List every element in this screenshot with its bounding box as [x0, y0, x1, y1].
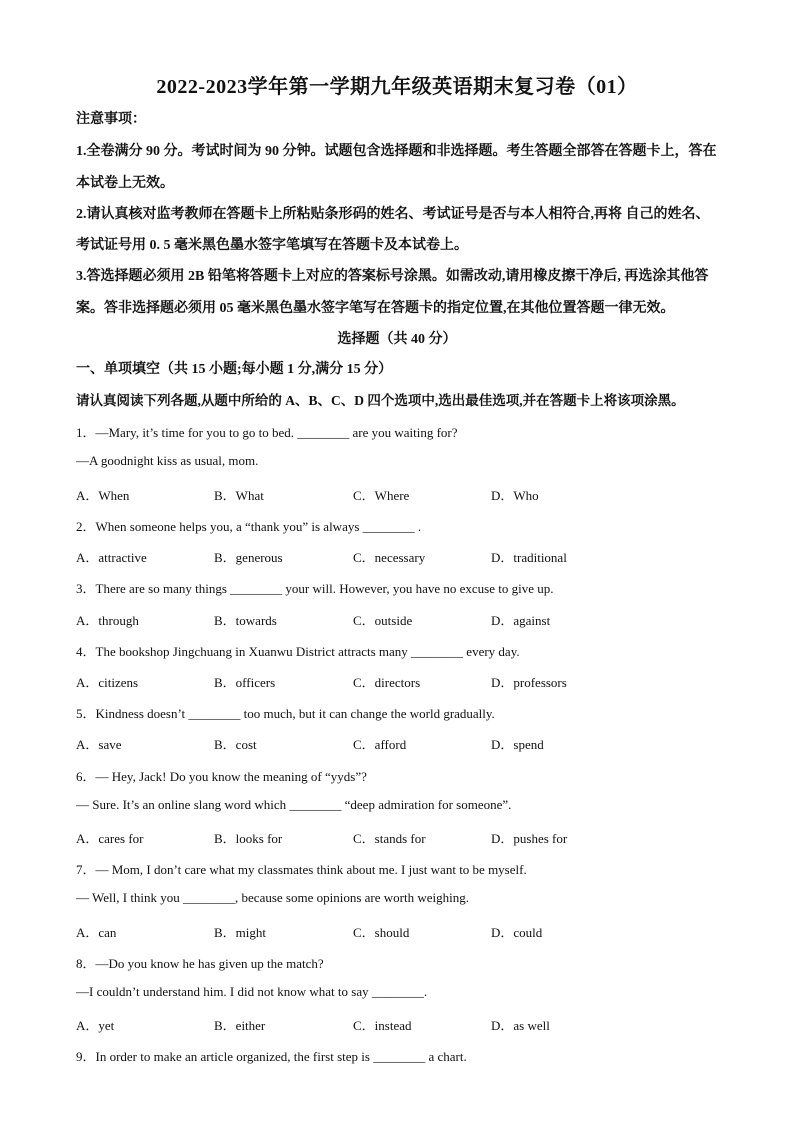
note-line: 考试证号用 0. 5 毫米黑色墨水签字笔填写在答题卡及本试卷上。 — [76, 238, 468, 253]
question-text: 7．— Mom, I don’t care what my classmates think about me. I just want to be myself. — [76, 862, 527, 877]
option-d: D．against — [491, 613, 551, 628]
section-title: 选择题（共 40 分） — [337, 332, 457, 347]
option-b: B．generous — [214, 550, 283, 565]
option-d: D．professors — [491, 675, 567, 690]
question-text: 4．The bookshop Jingchuang in Xuanwu District attracts many ________ every day. — [76, 644, 520, 659]
question-text: 3．There are so many things ________ your will. However, you have no excuse to give up. — [76, 581, 554, 596]
note-line: 3.答选择题必须用 2B 铅笔将答题卡上对应的答案标号涂黑。如需改动,请用橡皮擦干净后, 再选涂其他答 — [76, 269, 709, 284]
option-a: A．through — [76, 613, 139, 628]
option-a: A．attractive — [76, 550, 147, 565]
option-d: D．as well — [491, 1018, 550, 1033]
option-a: A．cares for — [76, 831, 144, 846]
option-d: D．Who — [491, 488, 539, 503]
option-d: D．pushes for — [491, 831, 568, 846]
note-line: 本试卷上无效。 — [76, 176, 174, 191]
option-b: B．What — [214, 488, 264, 503]
option-a: A．yet — [76, 1018, 115, 1033]
option-a: A．can — [76, 925, 117, 940]
option-b: B．looks for — [214, 831, 283, 846]
option-c: C．necessary — [353, 550, 426, 565]
option-b: B．officers — [214, 675, 276, 690]
option-c: C．afford — [353, 737, 407, 752]
question-text: 6．— Hey, Jack! Do you know the meaning of “yyds”? — [76, 769, 367, 784]
option-a: A．citizens — [76, 675, 139, 690]
question-text: — Sure. It’s an online slang word which ________ “deep admiration for someone”. — [76, 797, 512, 812]
option-c: C．Where — [353, 488, 410, 503]
question-text: 1．—Mary, it’s time for you to go to bed. ________ are you waiting for? — [76, 425, 458, 440]
instruction: 请认真阅读下列各题,从题中所给的 A、B、C、D 四个选项中,选出最佳选项,并在答题卡上将该项涂黑。 — [76, 393, 685, 408]
question-text: 2．When someone helps you, a “thank you” is always ________ . — [76, 519, 422, 534]
option-c: C．stands for — [353, 831, 426, 846]
question-text: —I couldn’t understand him. I did not know what to say ________. — [76, 984, 428, 999]
note-line: 案。答非选择题必须用 05 毫米黑色墨水签字笔写在答题卡的指定位置,在其他位置答题一律无效。 — [76, 301, 675, 316]
question-text: —A goodnight kiss as usual, mom. — [76, 453, 259, 468]
option-d: D．spend — [491, 737, 544, 752]
option-d: D．traditional — [491, 550, 567, 565]
page-title: 2022-2023学年第一学期九年级英语期末复习卷（01） — [156, 76, 638, 98]
option-c: C．should — [353, 925, 410, 940]
part-title: 一、单项填空（共 15 小题;每小题 1 分,满分 15 分） — [76, 362, 393, 377]
option-a: A．save — [76, 737, 122, 752]
question-text: 9．In order to make an article organized, the first step is ________ a chart. — [76, 1049, 467, 1064]
option-b: B．either — [214, 1018, 266, 1033]
option-a: A．When — [76, 488, 130, 503]
option-c: C．instead — [353, 1018, 412, 1033]
option-c: C．outside — [353, 613, 413, 628]
option-b: B．might — [214, 925, 267, 940]
notes-heading: 注意事项： — [76, 112, 146, 127]
option-c: C．directors — [353, 675, 421, 690]
option-b: B．towards — [214, 613, 277, 628]
question-text: — Well, I think you ________, because some opinions are worth weighing. — [76, 890, 469, 905]
option-d: D．could — [491, 925, 543, 940]
question-text: 5．Kindness doesn’t ________ too much, but it can change the world gradually. — [76, 706, 495, 721]
note-line: 1.全卷满分 90 分。考试时间为 90 分钟。试题包含选择题和非选择题。考生答题全部答在答题卡上，答在 — [76, 144, 717, 159]
question-text: 8．—Do you know he has given up the match? — [76, 956, 324, 971]
note-line: 2.请认真核对监考教师在答题卡上所粘贴条形码的姓名、考试证号是否与本人相符合,再将 自己的姓名、 — [76, 207, 710, 222]
option-b: B．cost — [214, 737, 257, 752]
